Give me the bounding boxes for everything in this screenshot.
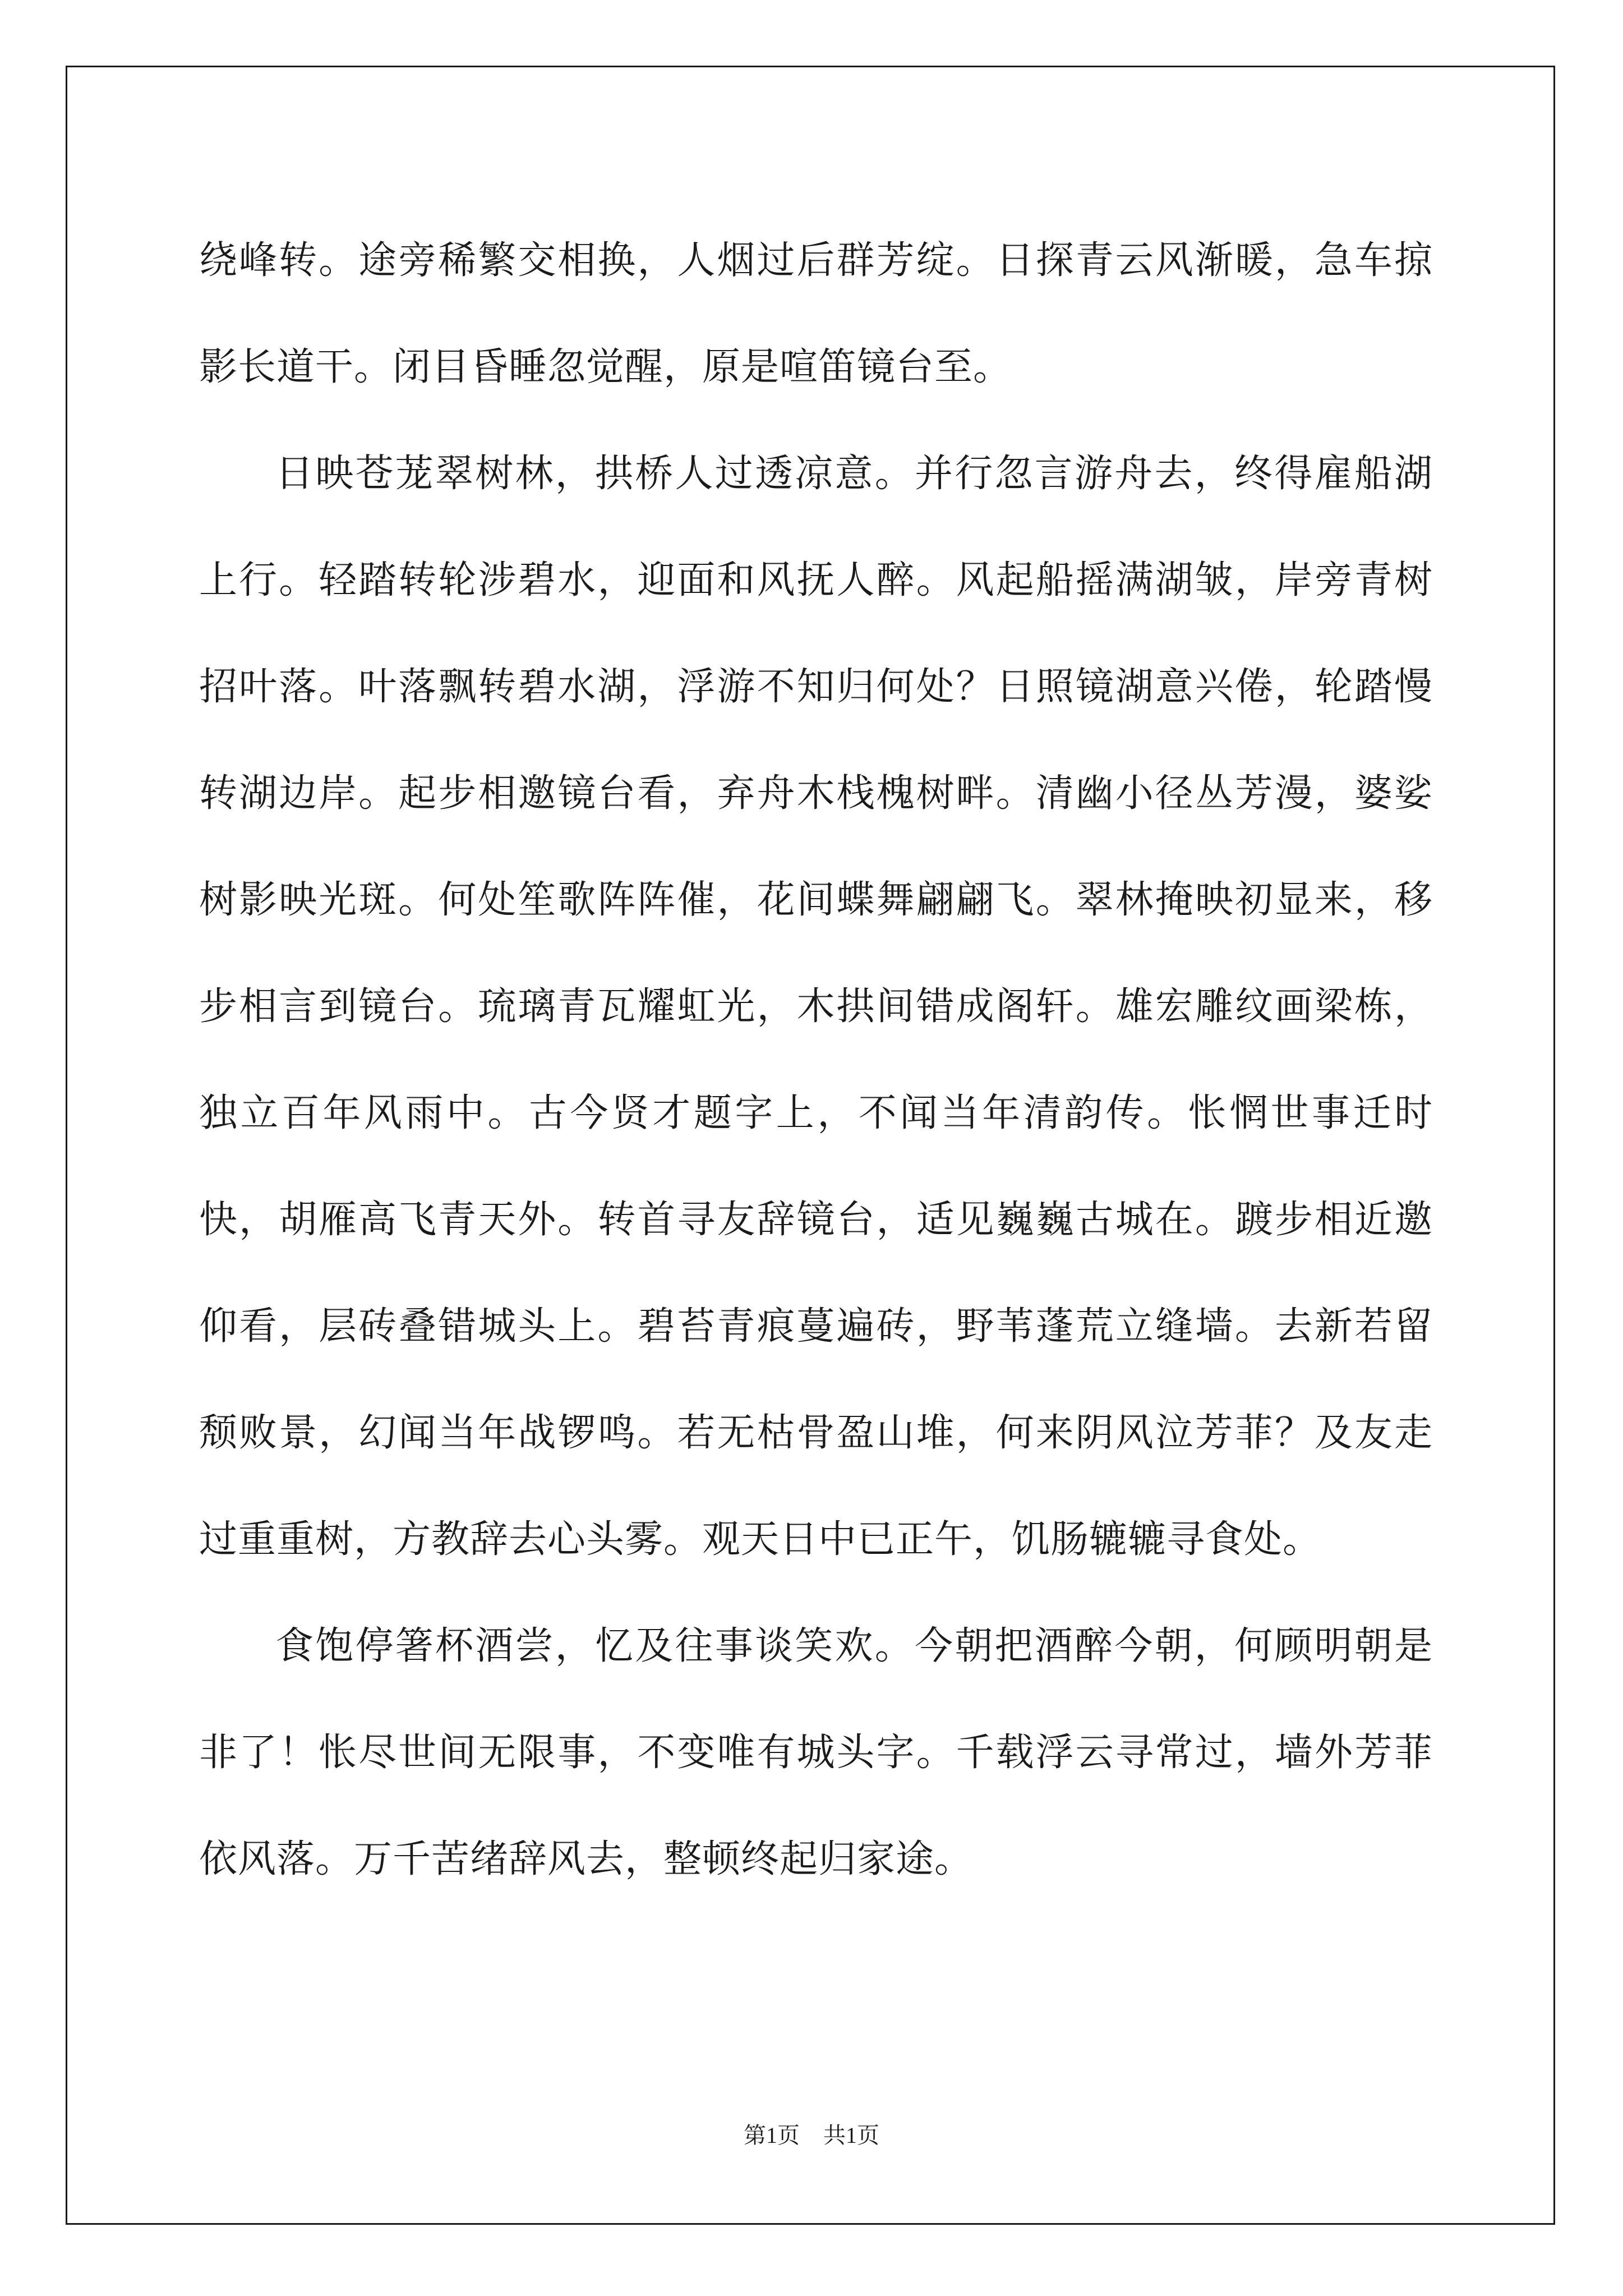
paragraph-3: 食饱停箸杯酒尝，忆及往事谈笑欢。今朝把酒醉今朝，何顾明朝是非了！怅尽世间无限事，不变唯有城头字。千载浮云寻常过，墙外芳菲依风落。万千苦绪辞风去，整顿终起归家途。 <box>199 1624 1433 1881</box>
page-number: 第1页 <box>744 2123 800 2148</box>
paragraph-1: 绕峰转。途旁稀繁交相换，人烟过后群芳绽。日探青云风渐暖，急车掠影长道干。闭目昏睡忽觉醒，原是喧笛镜台至。 <box>199 238 1433 389</box>
paragraph-2: 日映苍茏翠树林，拱桥人过透凉意。并行忽言游舟去，终得雇船湖上行。轻踏转轮涉碧水，迎面和风抚人醉。风起船摇满湖皱，岸旁青树招叶落。叶落飘转碧水湖，浮游不知归何处？日照镜湖意兴倦，轮踏慢转湖边岸。起步相邀镜台看，弃舟木栈槐树畔。清幽小径丛芳漫，婆娑树影映光斑。何处笙歌阵阵催，花间蝶舞翩翩飞。翠林掩映初显来，移步相言到镜台。琉璃青瓦耀虹光，木拱间错成阁轩。雄宏雕纹画梁栋，独立百年风雨中。古今贤才题字上，不闻当年清韵传。怅惘世事迁时快，胡雁高飞青天外。转首寻友辞镜台，适见巍巍古城在。踱步相近邀仰看，层砖叠错城头上。碧苔青痕蔓遍砖，野苇蓬荒立缝墙。去新若留颓败景，幻闻当年战锣鸣。若无枯骨盈山堆，何来阴风泣芳菲？及友走过重重树，方教辞去心头雾。观天日中已正午，饥肠辘辘寻食处。 <box>199 452 1433 1562</box>
page-footer <box>0 2118 1623 2150</box>
document-body <box>199 208 1433 1913</box>
page-total: 共1页 <box>823 2123 879 2148</box>
